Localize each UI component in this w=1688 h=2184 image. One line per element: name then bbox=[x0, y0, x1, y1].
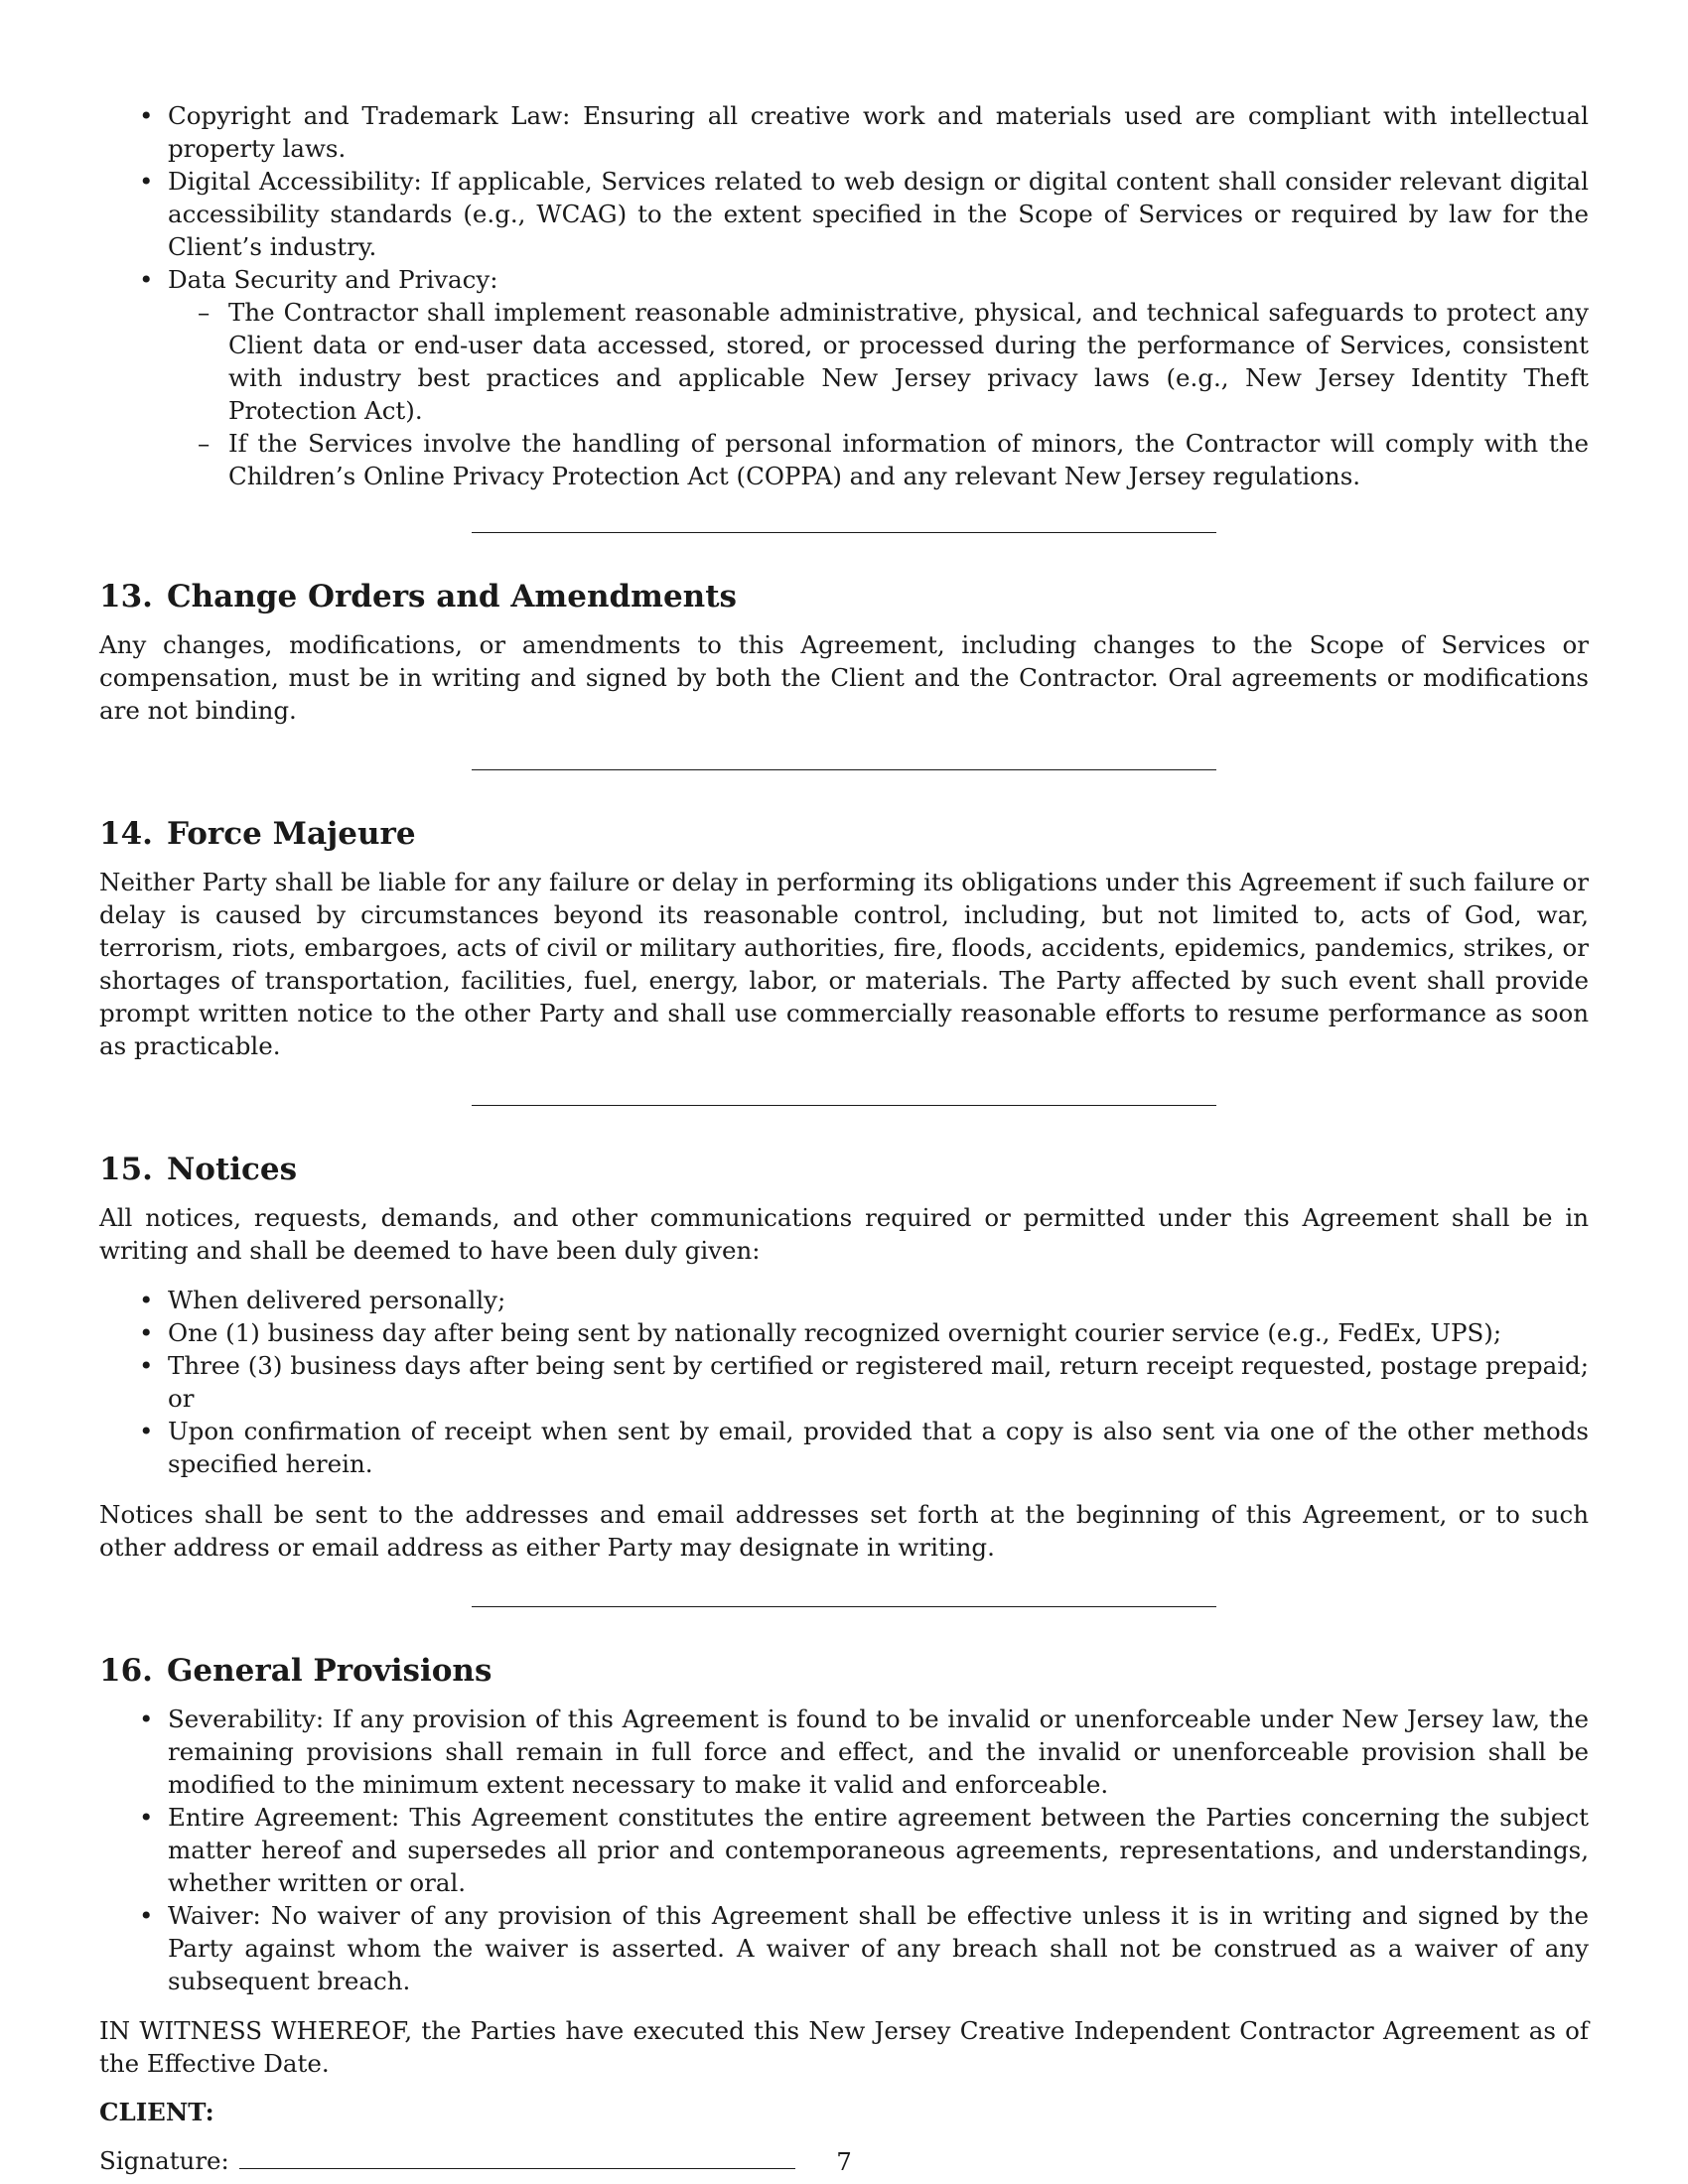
list-item: • One (1) business day after being sent by nationally recognized overnight courier service (e.g., FedEx, UPS); bbox=[99, 1316, 1589, 1349]
list-item: • Waiver: No waiver of any provision of this Agreement shall be effective unless it is in writing and signed by the Party against whom the waiver is asserted. A waiver of any breach shall not be construed as a waiver of any subsequent breach. bbox=[99, 1899, 1589, 1997]
section-divider bbox=[472, 1606, 1216, 1607]
list-item: • Digital Accessibility: If applicable, Services related to web design or digital content shall consider relevant digital accessibility standards (e.g., WCAG) to the extent specified in the Scope of Services or required by law for the Client’s industry. bbox=[99, 165, 1589, 263]
section-number: 15. bbox=[99, 1152, 153, 1187]
sublist-item: – If the Services involve the handling of personal information of minors, the Contractor will comply with the Children’s Online Privacy Protection Act (COPPA) and any relevant New Jersey regulations. bbox=[99, 427, 1589, 492]
list-item bbox=[99, 263, 1589, 492]
list-item: • Upon confirmation of receipt when sent by email, provided that a copy is also sent via one of the other methods specified herein. bbox=[99, 1415, 1589, 1480]
list-item: • Severability: If any provision of this Agreement is found to be invalid or unenforceable under New Jersey law, the remaining provisions shall remain in full force and effect, and the invalid or unenforceable provision shall be modified to the minimum extent necessary to make it valid and enforceable. bbox=[99, 1703, 1589, 1801]
general-provisions-list bbox=[99, 1703, 1589, 1997]
list-item: • When delivered personally; bbox=[99, 1284, 1589, 1316]
list-item-label: Data Security and Privacy: bbox=[168, 265, 498, 294]
section-heading-15 bbox=[99, 1150, 1589, 1189]
section-number: 16. bbox=[99, 1653, 153, 1689]
client-label: CLIENT: bbox=[99, 2098, 214, 2126]
section-title: Change Orders and Amendments bbox=[166, 579, 737, 614]
data-security-sublist bbox=[168, 296, 1589, 492]
signature-label: Signature: bbox=[99, 2146, 229, 2175]
section-title: Notices bbox=[166, 1152, 298, 1187]
section-title: General Provisions bbox=[166, 1653, 492, 1689]
section-heading-13 bbox=[99, 577, 1589, 616]
witness-clause: IN WITNESS WHEREOF, the Parties have executed this New Jersey Creative Independent Contractor Agreement as of the Effective Date. bbox=[99, 2016, 1589, 2078]
section-outro-15: Notices shall be sent to the addresses and email addresses set forth at the beginning of this Agreement, or to such other address or email address as either Party may designate in writing. bbox=[99, 1500, 1589, 1562]
section-divider bbox=[472, 532, 1216, 533]
list-item: • Copyright and Trademark Law: Ensuring all creative work and materials used are compliant with intellectual property laws. bbox=[99, 99, 1589, 165]
section-body-13: Any changes, modifications, or amendments to this Agreement, including changes to the Scope of Services or compensation, must be in writing and signed by both the Client and the Contractor. Oral agreements or modifications are not binding. bbox=[99, 630, 1589, 725]
section-title: Force Majeure bbox=[166, 816, 416, 852]
notice-methods-list bbox=[99, 1284, 1589, 1480]
section-number: 13. bbox=[99, 579, 153, 614]
list-item: • Entire Agreement: This Agreement constitutes the entire agreement between the Parties concerning the subject matter hereof and supersedes all prior and contemporaneous agreements, representations, and understandings, whether written or oral. bbox=[99, 1801, 1589, 1899]
section-divider bbox=[472, 1105, 1216, 1106]
list-item: • Three (3) business days after being sent by certified or registered mail, return receipt requested, postage prepaid; or bbox=[99, 1349, 1589, 1415]
section-body-14: Neither Party shall be liable for any failure or delay in performing its obligations under this Agreement if such failure or delay is caused by circumstances beyond its reasonable control, including, but not limited to, acts of God, war, terrorism, riots, embargoes, acts of civil or military authorities, fire, floods, accidents, epidemics, pandemics, strikes, or shortages of transportation, facilities, fuel, energy, labor, or materials. The Party affected by such event shall provide prompt written notice to the other Party and shall use commercially reasonable efforts to resume performance as soon as practicable. bbox=[99, 868, 1589, 1060]
section-intro-15: All notices, requests, demands, and other communications required or permitted under this Agreement shall be in writing and shall be deemed to have been duly given: bbox=[99, 1203, 1589, 1265]
section-heading-16 bbox=[99, 1651, 1589, 1691]
section-number: 14. bbox=[99, 816, 153, 852]
sublist-item: – The Contractor shall implement reasonable administrative, physical, and technical safeguards to protect any Client data or end-user data accessed, stored, or processed during the performance of Services, consistent with industry best practices and applicable New Jersey privacy laws (e.g., New Jersey Identity Theft Protection Act). bbox=[99, 296, 1589, 427]
page-number: 7 bbox=[836, 2147, 852, 2176]
section-divider bbox=[472, 769, 1216, 770]
section-heading-14 bbox=[99, 814, 1589, 854]
document-page bbox=[99, 99, 1589, 2177]
compliance-list bbox=[99, 99, 1589, 492]
